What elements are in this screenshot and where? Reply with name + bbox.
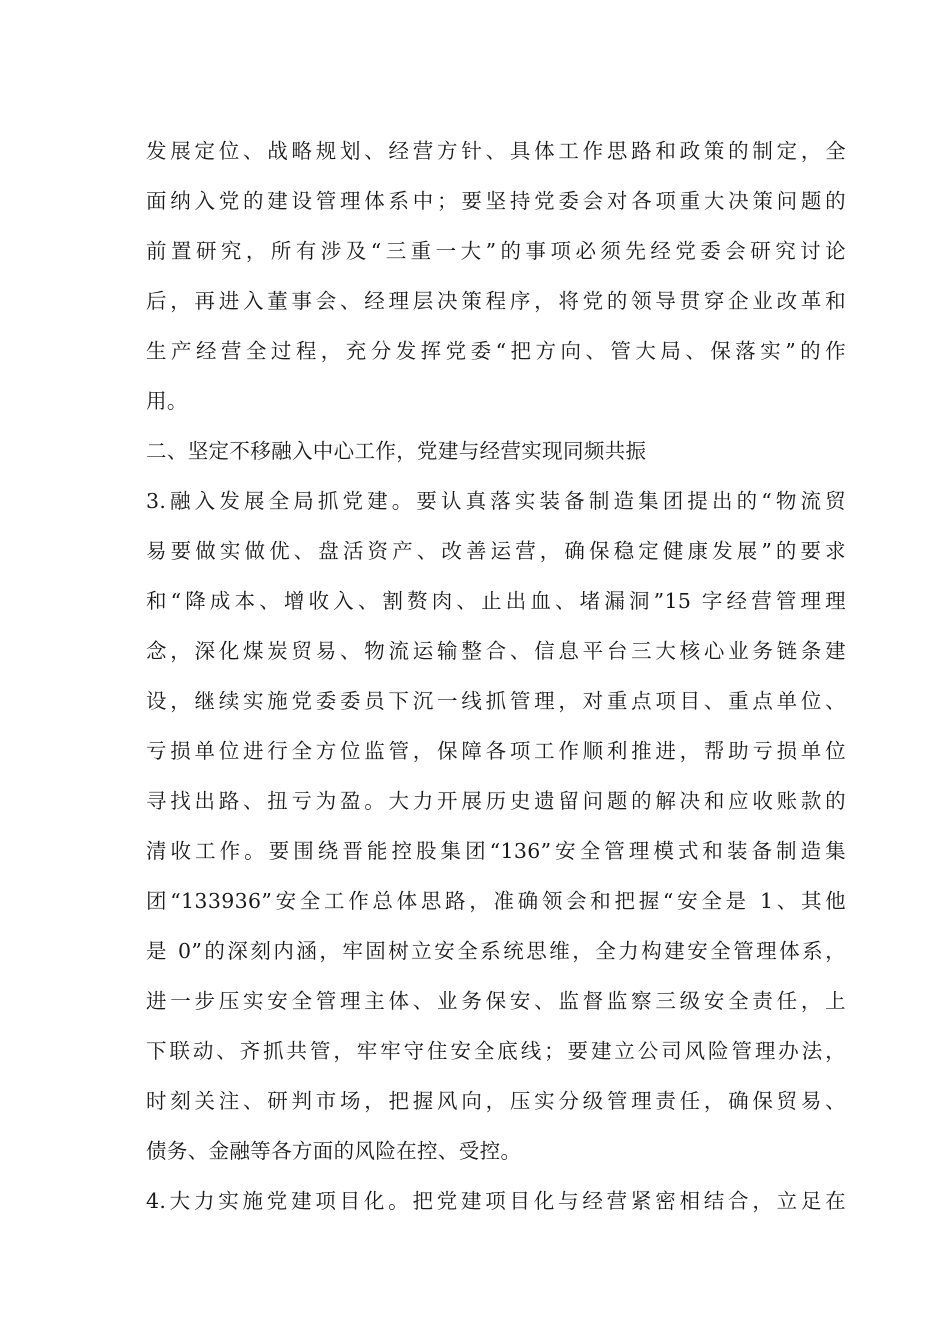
paragraph-line: 进一步压实安全管理主体、业务保安、监督监察三级安全责任，上 [146,989,846,1013]
paragraph-line: 4.大力实施党建项目化。把党建项目化与经营紧密相结合，立足在 [146,1189,846,1213]
paragraph-line: 后，再进入董事会、经理层决策程序，将党的领导贯穿企业改革和 [146,289,846,313]
paragraph-line: 发展定位、战略规划、经营方针、具体工作思路和政策的制定，全 [146,139,846,163]
section-heading: 二、坚定不移融入中心工作，党建与经营实现同频共振 [146,439,647,463]
paragraph-line: 时刻关注、研判市场，把握风向，压实分级管理责任，确保贸易、 [146,1089,846,1113]
paragraph-line: 设，继续实施党委委员下沉一线抓管理，对重点项目、重点单位、 [146,689,846,713]
paragraph-line: 清收工作。要围绕晋能控股集团“136”安全管理模式和装备制造集 [146,839,846,863]
paragraph-line: 是 0”的深刻内涵，牢固树立安全系统思维，全力构建安全管理体系， [146,939,846,963]
paragraph-line: 下联动、齐抓共管，牢牢守住安全底线；要建立公司风险管理办法， [146,1039,846,1063]
paragraph-line: 团“133936”安全工作总体思路，准确领会和把握“安全是 1、其他 [146,889,846,913]
paragraph-line: 念，深化煤炭贸易、物流运输整合、信息平台三大核心业务链条建 [146,639,846,663]
paragraph-line: 亏损单位进行全方位监管，保障各项工作顺利推进，帮助亏损单位 [146,739,846,763]
paragraph-line: 债务、金融等各方面的风险在控、受控。 [146,1139,522,1163]
paragraph-line: 3.融入发展全局抓党建。要认真落实装备制造集团提出的“物流贸 [146,489,846,513]
paragraph-line: 面纳入党的建设管理体系中；要坚持党委会对各项重大决策问题的 [146,189,846,213]
paragraph-line: 生产经营全过程，充分发挥党委“把方向、管大局、保落实”的作 [146,339,846,363]
paragraph-line: 和“降成本、增收入、割赘肉、止出血、堵漏洞”15 字经营管理理 [146,589,846,613]
paragraph-line: 前置研究，所有涉及“三重一大”的事项必须先经党委会研究讨论 [146,239,846,263]
paragraph-line: 易要做实做优、盘活资产、改善运营，确保稳定健康发展”的要求 [146,539,846,563]
paragraph-line: 寻找出路、扭亏为盈。大力开展历史遗留问题的解决和应收账款的 [146,789,846,813]
paragraph-line: 用。 [146,389,188,413]
